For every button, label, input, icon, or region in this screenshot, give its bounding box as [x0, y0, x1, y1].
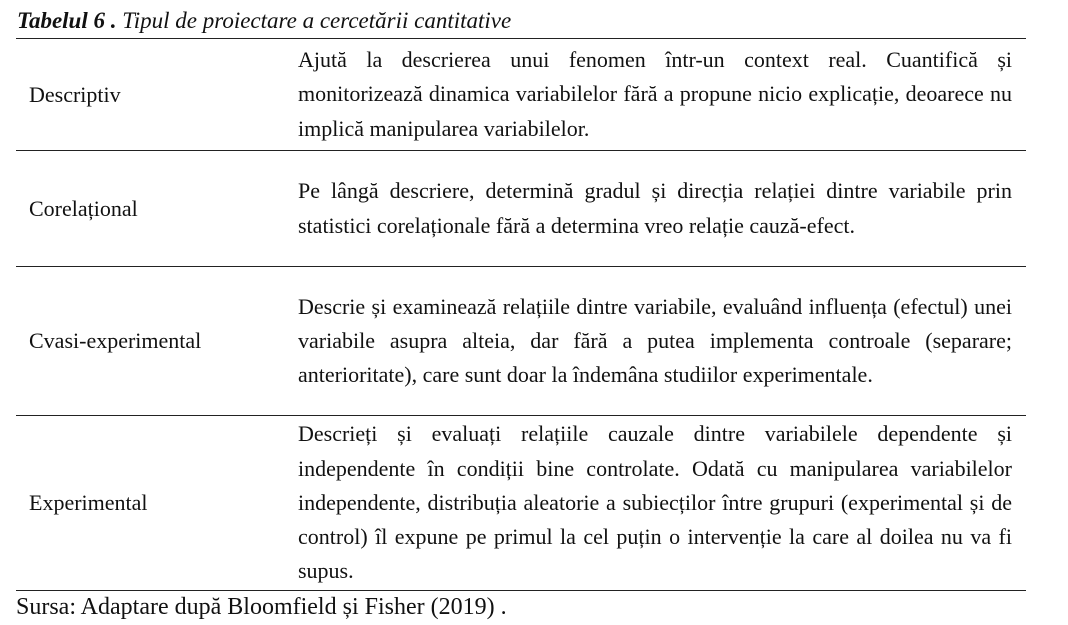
design-description-cell: Descrie și examinează relațiile dintre variabile, evaluând influența (efectul) unei variabile asupra alteia, dar fără a putea implementa controale (separare; anterioritate), care sunt doar la îndemâna studiilor experimentale.	[298, 293, 1012, 388]
table-caption	[17, 6, 511, 36]
design-type-cell: Descriptiv	[29, 81, 121, 107]
table-row	[16, 150, 1026, 266]
table-row	[16, 39, 1026, 150]
table-caption-title: Tipul de proiectare a cercetării cantitative	[122, 8, 512, 33]
design-type-cell: Cvasi-experimental	[29, 328, 202, 353]
design-description-cell: Ajută la descrierea unui fenomen într-un context real. Cuantifică și monitorizează dinamica variabilelor fără a propune nicio explicație, deoarece nu implică manipularea variabilelor.	[298, 47, 1012, 141]
research-design-table	[16, 38, 1026, 591]
table-row	[16, 266, 1026, 415]
table-source-note: Sursa: Adaptare după Bloomfield și Fisher (2019) .	[16, 594, 507, 620]
design-description-cell: Descrieți și evaluați relațiile cauzale dintre variabilele dependente și independente în condiții bine controlate. Odată cu manipularea variabilelor independente, distribuția aleatorie a subiecților între grupuri (experimental și de control) îl expune pe primul la cel puțin o intervenție la care al doilea nu va fi supus.	[298, 421, 1012, 584]
table-row	[16, 415, 1026, 590]
design-type-cell: Corelațional	[29, 195, 138, 221]
design-type-cell: Experimental	[29, 490, 148, 515]
table-caption-label: Tabelul 6 .	[17, 8, 117, 33]
design-description-cell: Pe lângă descriere, determină gradul și direcția relației dintre variabile prin statistici corelaționale fără a determina vreo relație cauză-efect.	[298, 178, 1012, 238]
